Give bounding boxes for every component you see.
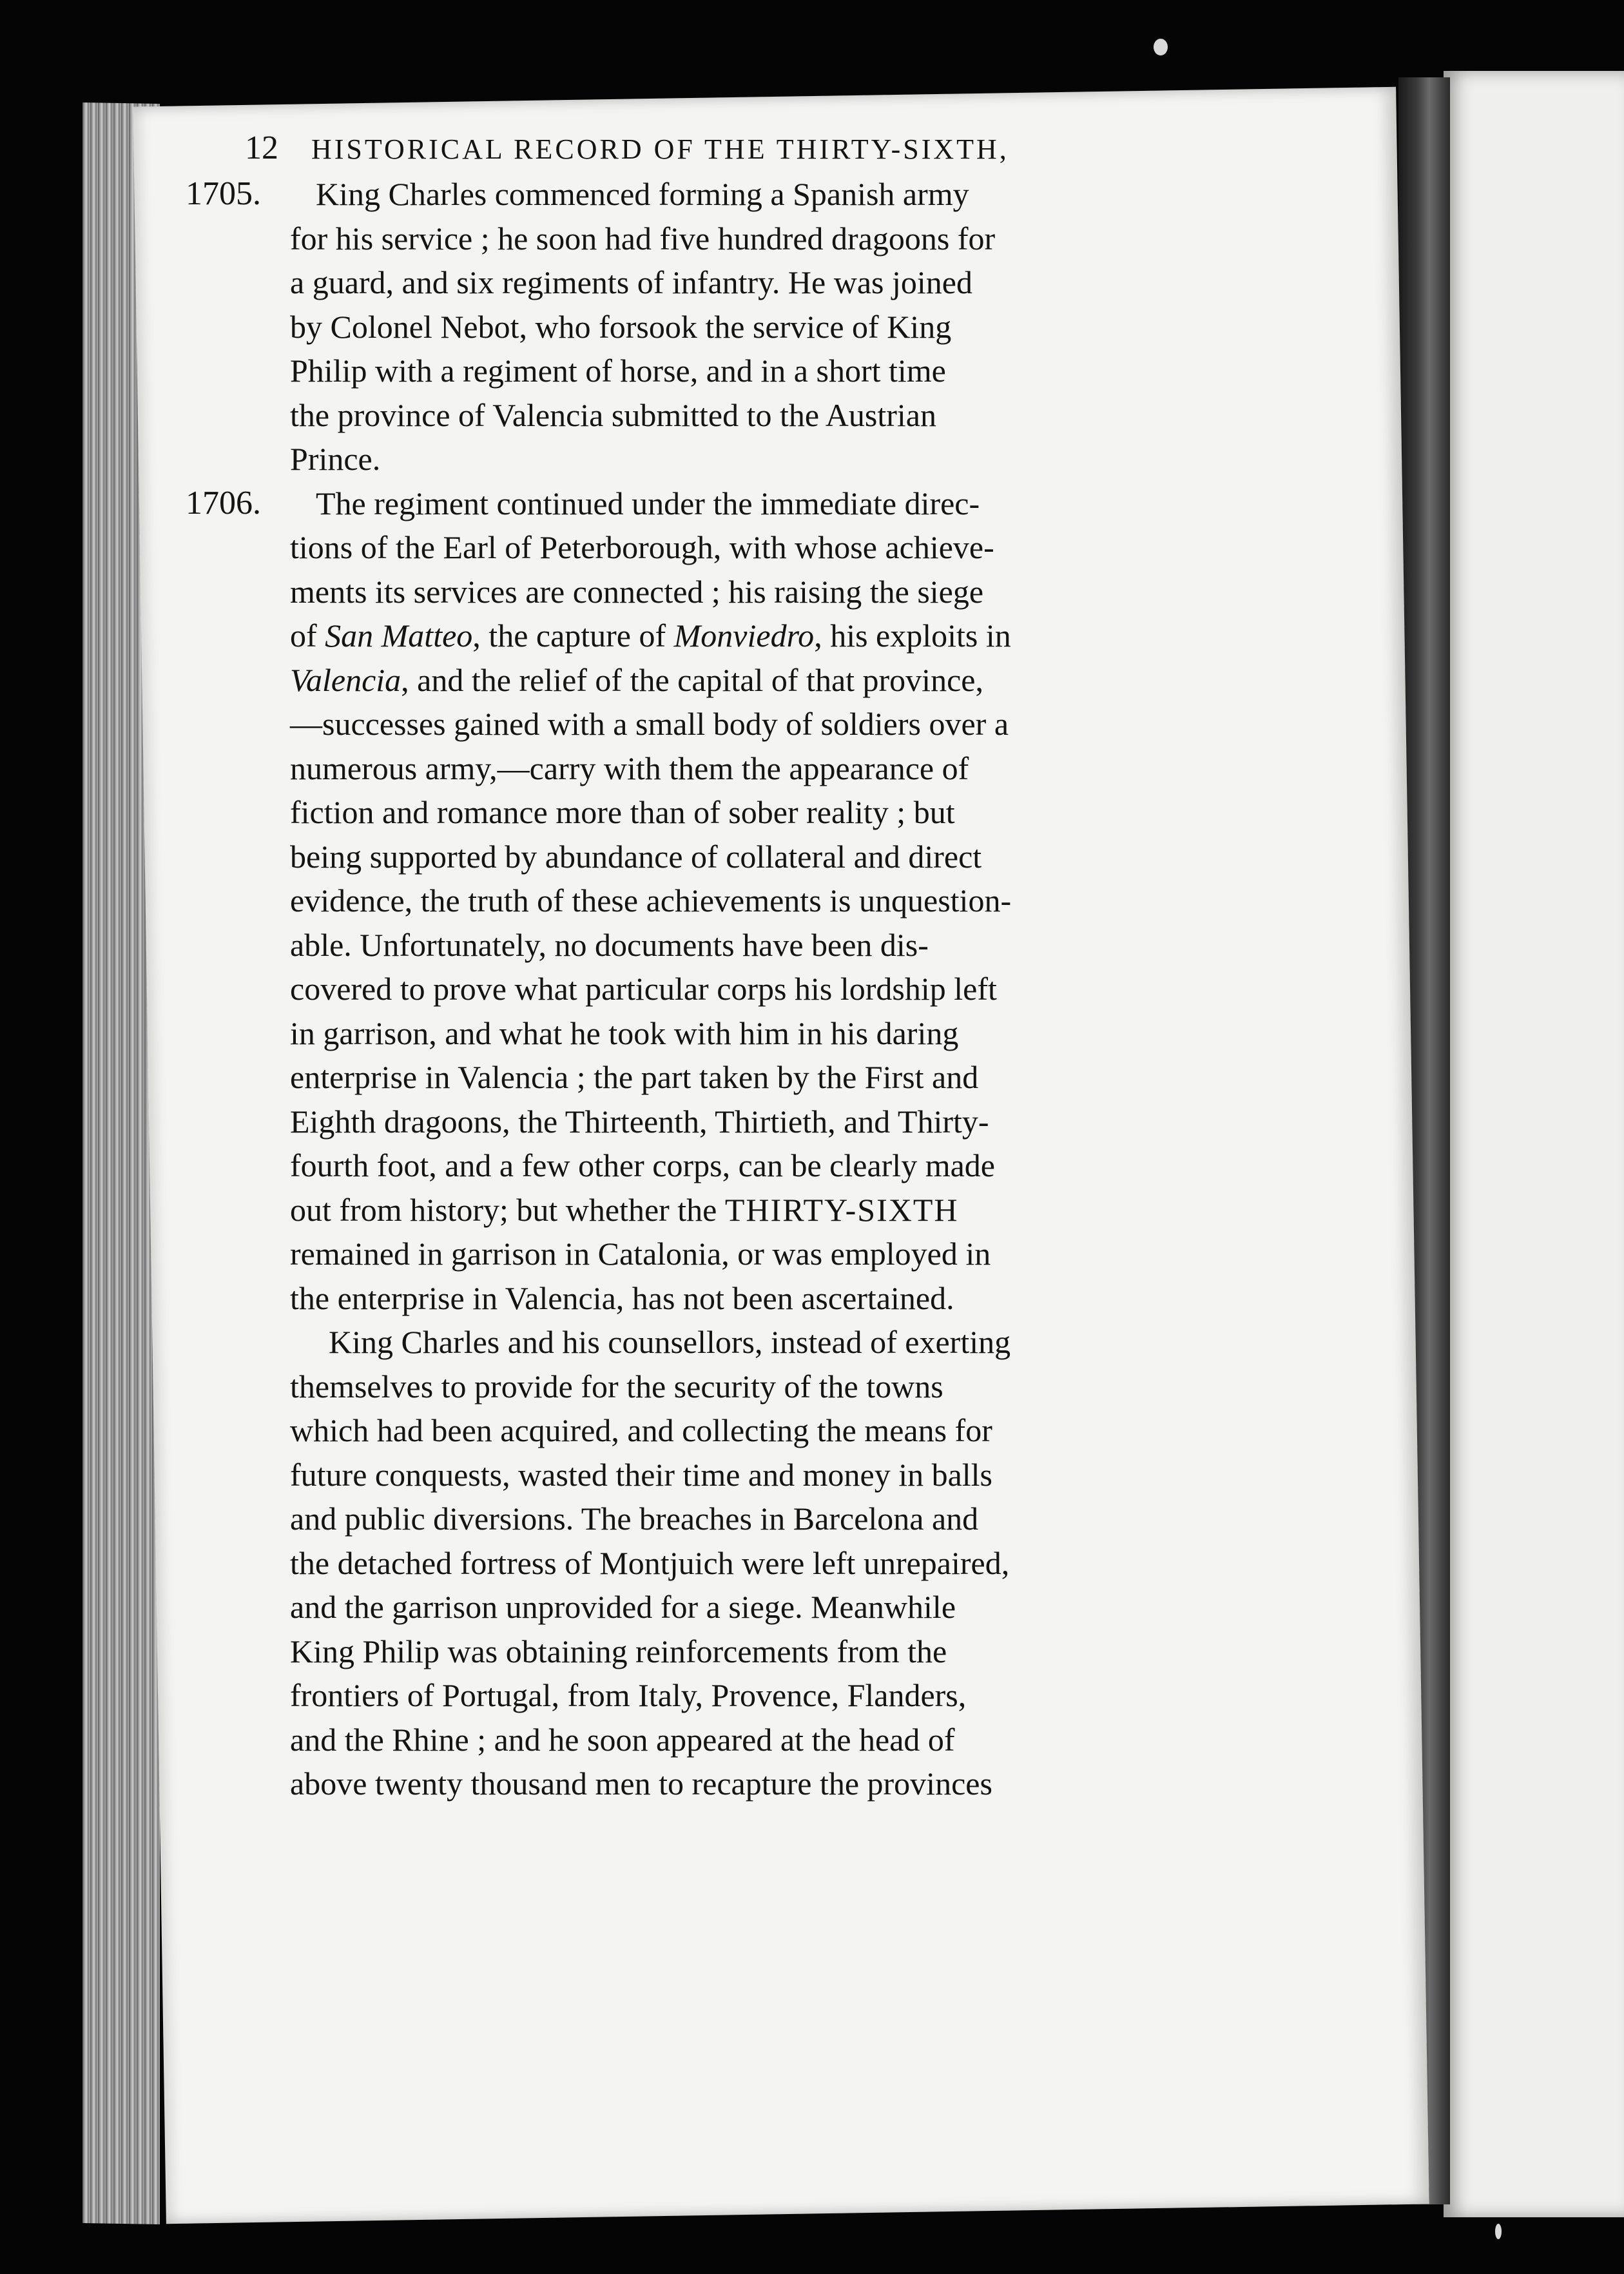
text-line: ments its services are connected ; his raising the siege — [290, 573, 984, 610]
text-line: for his service ; he soon had five hundred dragoons for — [290, 220, 996, 257]
text-line: a guard, and six regiments of infantry. He was joined — [290, 264, 972, 300]
text-line: in garrison, and what he took with him in his daring — [290, 1015, 959, 1051]
text-line: King Charles and his counsellors, instead of exerting — [329, 1324, 1011, 1360]
text-line: numerous army,—carry with them the appearance of — [290, 750, 969, 786]
scan-speck — [1154, 39, 1168, 55]
text-line: the province of Valencia submitted to the Austrian — [290, 396, 937, 433]
year-label: 1705. — [186, 175, 261, 212]
entry-paragraph — [193, 172, 1302, 481]
text-line: King Charles commenced forming a Spanish army — [316, 176, 969, 212]
text-line: Philip with a regiment of horse, and in a short time — [290, 353, 946, 389]
text-line-italic: Valencia, and the relief of the capital of that province, — [290, 661, 983, 698]
text-line: covered to prove what particular corps his lordship left — [290, 971, 997, 1007]
text-line: remained in garrison in Catalonia, or was employed in — [290, 1236, 991, 1272]
entry-paragraph — [193, 481, 1302, 1321]
text-line: Eighth dragoons, the Thirteenth, Thirtieth, and Thirty- — [290, 1103, 989, 1140]
text-line: and the garrison unprovided for a siege. Meanwhile — [290, 1589, 956, 1625]
text-line: evidence, the truth of these achievements is unquestion- — [290, 882, 1012, 918]
emphasis-text: Monviedro — [673, 617, 815, 654]
text-line: by Colonel Nebot, who forsook the service of King — [290, 308, 952, 345]
text-line: themselves to provide for the security of the towns — [290, 1368, 943, 1404]
text-line: the enterprise in Valencia, has not been ascertained. — [290, 1279, 954, 1316]
text-line: and public diversions. The breaches in Barcelona and — [290, 1501, 979, 1537]
year-entry-1705 — [186, 172, 1302, 481]
text-line: The regiment continued under the immediate direc- — [316, 485, 980, 521]
text-line: enterprise in Valencia ; the part taken by the First and — [290, 1059, 979, 1095]
text-line: able. Unfortunately, no documents have been dis- — [290, 926, 929, 963]
page-text — [186, 129, 1302, 1806]
text-line-smallcaps: out from history; but whether the THIRTY-SIXTH — [290, 1191, 959, 1228]
emphasis-text: San Matteo — [325, 617, 473, 654]
text-line: frontiers of Portugal, from Italy, Provence, Flanders, — [290, 1677, 967, 1713]
text-line: which had been acquired, and collecting the means for — [290, 1412, 992, 1448]
text-line: the detached fortress of Montjuich were left unrepaired, — [290, 1544, 1010, 1581]
text-line: tions of the Earl of Peterborough, with whose achieve- — [290, 529, 994, 565]
text-line: King Philip was obtaining reinforcements from the — [290, 1633, 947, 1669]
page-number: 12 — [245, 130, 278, 166]
text-line: above twenty thousand men to recapture the provinces — [290, 1765, 992, 1802]
scan-speck — [1495, 2224, 1502, 2239]
text-line: and the Rhine ; and he soon appeared at the head of — [290, 1721, 955, 1758]
year-label: 1706. — [186, 484, 261, 521]
text-line: Prince. — [290, 441, 381, 477]
emphasis-text: THIRTY-SIXTH — [724, 1191, 959, 1228]
text-line: future conquests, wasted their time and money in balls — [290, 1456, 993, 1493]
text-line-italic: of San Matteo, the capture of Monviedro, his exploits in — [290, 617, 1011, 654]
year-entry-1706 — [186, 481, 1302, 1321]
running-head — [193, 129, 1302, 167]
text-line: fourth foot, and a few other corps, can be clearly made — [290, 1147, 995, 1183]
text-line: —successes gained with a small body of soldiers over a — [290, 706, 1009, 742]
continuation-paragraph — [193, 1320, 1302, 1806]
running-head-title: HISTORICAL RECORD OF THE THIRTY-SIXTH, — [311, 133, 1009, 165]
text-line: being supported by abundance of collateral and direct — [290, 838, 982, 875]
emphasis-text: Valencia — [290, 661, 401, 698]
adjacent-page — [1444, 71, 1624, 2217]
body-paragraph — [193, 1320, 1302, 1806]
text-line: fiction and romance more than of sober reality ; but — [290, 794, 955, 830]
